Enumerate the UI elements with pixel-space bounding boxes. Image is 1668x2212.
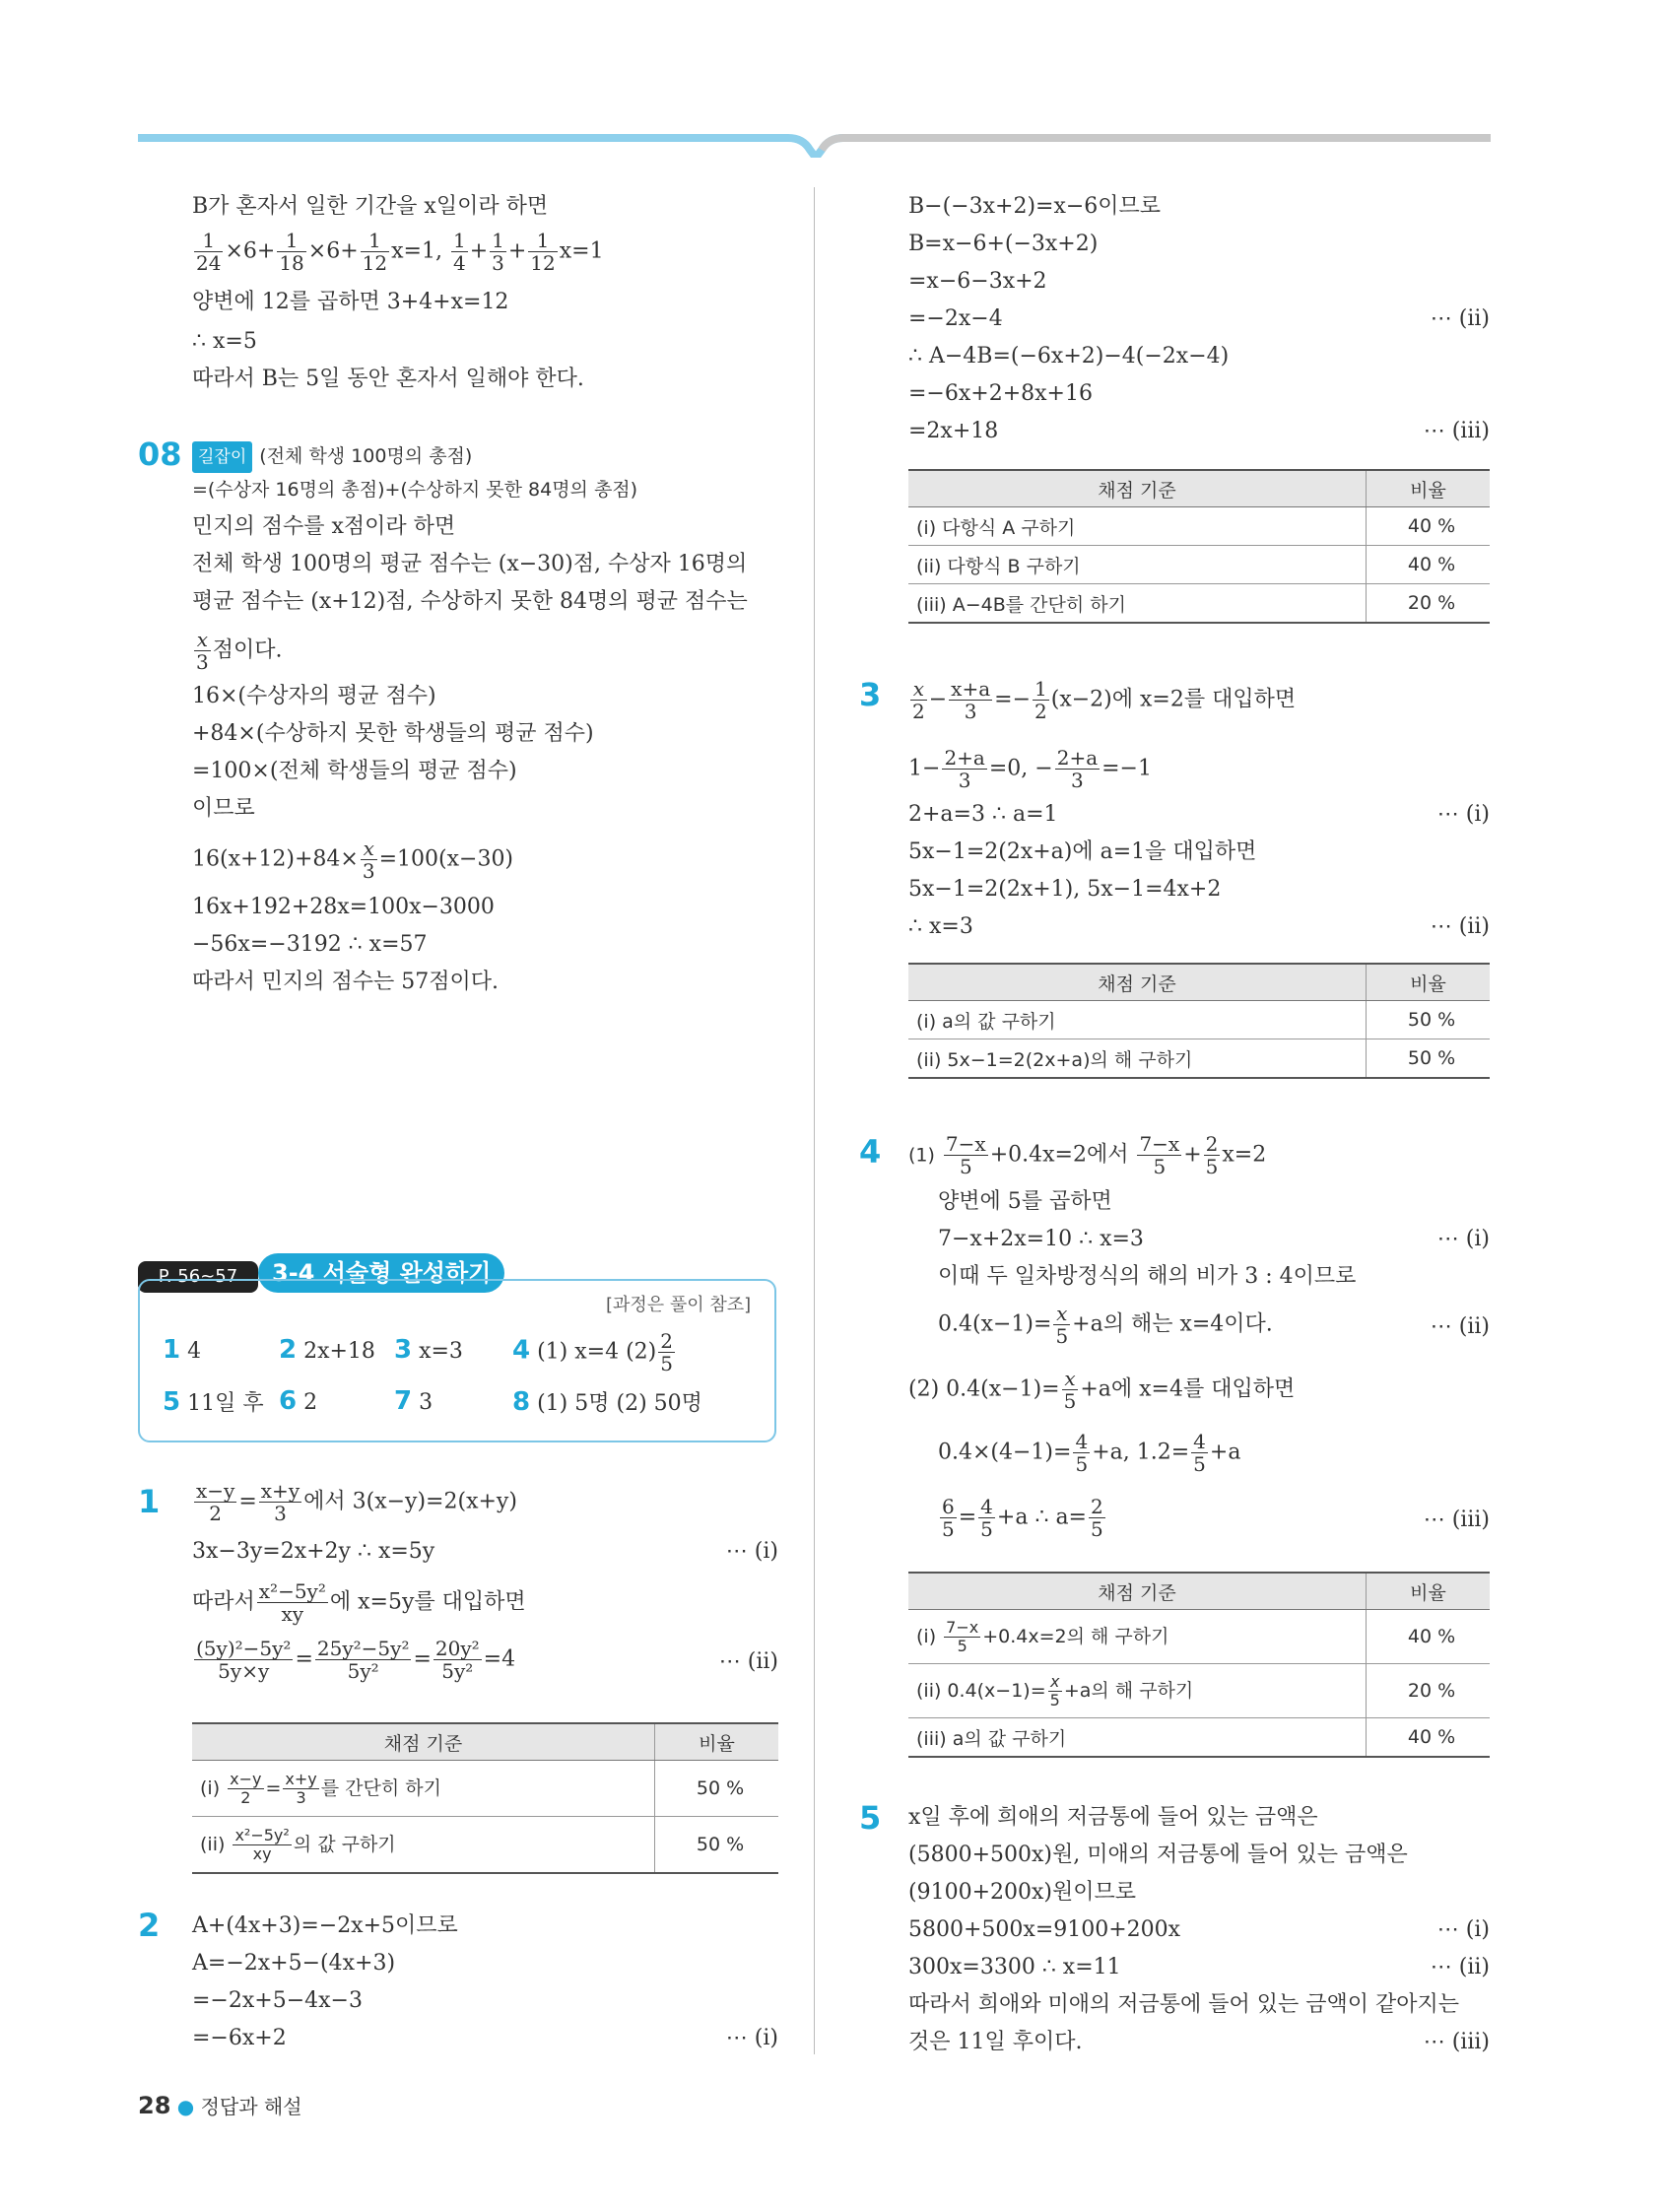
solution-line: =−2x+5−4x−3	[192, 1988, 363, 2013]
question-number: 5	[859, 1799, 882, 1837]
grading-table: 채점 기준 비율 (i) $\frac{7-x}{5}$ +0.4x=2의 해 구하기 40 % (ii) 0.4(x−1)= $\frac{x}{5}$ +a의 해 구하기 20 % (iii) a의 값 구하기 40 %	[908, 1572, 1490, 1758]
solution-line: 5x−1=2(2x+1), 5x−1=4x+2	[908, 877, 1222, 902]
solution-line: =2x+18 ⋯ (iii)	[908, 419, 1490, 443]
question-number: 1	[138, 1483, 161, 1520]
solution-line: 5800+500x=9100+200x ⋯ (i)	[908, 1917, 1490, 1942]
intro-equation: $\frac{1}{24}$ ×6+ $\frac{1}{18}$ ×6+ $\frac{1}{12}$ x=1, $\frac{1}{4}$ + $\frac{1}{3}$ + $\frac{1}{12}$ x=1	[196, 229, 604, 275]
bullet-icon: ●	[176, 2095, 195, 2118]
answer-note: [과정은 풀이 참조]	[606, 1295, 752, 1315]
solution-line: 16x+192+28x=100x−3000	[192, 895, 495, 919]
solution-line: 따라서 민지의 점수는 57점이다.	[192, 970, 499, 994]
solution-line: 7−x+2x=10 ∴ x=3 ⋯ (i)	[938, 1227, 1490, 1251]
question-number: 4	[859, 1133, 882, 1171]
question-number: 3	[859, 676, 882, 713]
answer-item: 1 4	[163, 1335, 202, 1365]
solution-line: 300x=3300 ∴ x=11 ⋯ (ii)	[908, 1955, 1490, 1979]
solution-line: $\frac{6}{5}$ = $\frac{4}{5}$ +a ∴ a= $\frac{2}{5}$ ⋯ (iii)	[942, 1495, 1490, 1541]
solution-line: (1) $\frac{7-x}{5}$ +0.4x=2에서 $\frac{7-x}{5}$ + $\frac{2}{5}$ x=2	[908, 1132, 1267, 1178]
solution-line: 0.4×(4−1)= $\frac{4}{5}$ +a, 1.2= $\frac{4}{5}$ +a	[938, 1430, 1241, 1476]
intro-line: B가 혼자서 일한 기간을 x일이라 하면	[192, 194, 549, 219]
solution-line: (2) 0.4(x−1)= $\frac{x}{5}$ +a에 x=4를 대입하면	[908, 1367, 1296, 1413]
solution-line: 0.4(x−1)= $\frac{x}{5}$ +a의 해는 x=4이다. ⋯ (ii)	[938, 1302, 1490, 1348]
solution-line: 3x−3y=2x+2y ∴ x=5y ⋯ (i)	[192, 1539, 778, 1564]
solution-line: 이므로	[192, 796, 255, 821]
solution-line: =−6x+2+8x+16	[908, 381, 1093, 406]
solution-line: 전체 학생 100명의 평균 점수는 (x−30)점, 수상자 16명의	[192, 552, 748, 576]
hint-badge: 길잡이	[192, 441, 252, 473]
solution-line: 양변에 5를 곱하면	[938, 1189, 1112, 1214]
intro-line: 양변에 12를 곱하면 3+4+x=12	[192, 290, 509, 314]
solution-line: $\frac{x}{3}$ 점이다.	[196, 628, 283, 674]
answer-item: 7 3	[394, 1386, 434, 1416]
solution-line: −56x=−3192 ∴ x=57	[192, 932, 428, 957]
solution-line: 16×(수상자의 평균 점수)	[192, 684, 436, 708]
solution-line: 2+a=3 ∴ a=1 ⋯ (i)	[908, 802, 1490, 827]
solution-line: =100×(전체 학생들의 평균 점수)	[192, 759, 517, 783]
solution-line: B−(−3x+2)=x−6이므로	[908, 194, 1162, 219]
solution-line: $\frac{\text{(5y)²−5y²}}{5y\times y}$ = $\frac{\text{25y²−5y²}}{\text{5y²}}$ = $\frac{\text{20y²}}{\text{5y²}}$ =4 ⋯ (ii)	[196, 1637, 778, 1683]
solution-line: 이때 두 일차방정식의 해의 비가 3 : 4이므로	[938, 1264, 1357, 1289]
question-number: 2	[138, 1907, 161, 1944]
intro-line: 따라서 B는 5일 동안 혼자서 일해야 한다.	[192, 367, 584, 391]
hint-line: =(수상자 16명의 총점)+(수상하지 못한 84명의 총점)	[192, 479, 638, 501]
section-title-banner: 3-4 서술형 완성하기	[258, 1253, 504, 1293]
page-number: 28	[138, 2092, 171, 2119]
page-range-label: P. 56~57	[138, 1261, 258, 1293]
hint-line: 길잡이 (전체 학생 100명의 총점)	[192, 441, 472, 473]
solution-line: A+(4x+3)=−2x+5이므로	[192, 1913, 458, 1938]
solution-line: ∴ x=3 ⋯ (ii)	[908, 914, 1490, 939]
solution-line: x일 후에 희애의 저금통에 들어 있는 금액은	[908, 1805, 1318, 1830]
solution-line: 평균 점수는 (x+12)점, 수상하지 못한 84명의 평균 점수는	[192, 589, 748, 614]
answer-item: 8 (1) 5명 (2) 50명	[512, 1387, 702, 1417]
solution-line: (5800+500x)원, 미애의 저금통에 들어 있는 금액은	[908, 1843, 1408, 1867]
intro-line: ∴ x=5	[192, 329, 257, 354]
answer-item: 3 x=3	[394, 1335, 463, 1365]
solution-line: $\frac{x-y}{2}$ = $\frac{x+y}{3}$ 에서 3(x−y)=2(x+y)	[196, 1479, 517, 1525]
grading-table: 채점 기준 비율 (i) 다항식 A 구하기 40 % (ii) 다항식 B 구하기 40 % (iii) A−4B를 간단히 하기 20 %	[908, 469, 1490, 624]
solution-line: +84×(수상하지 못한 학생들의 평균 점수)	[192, 721, 594, 746]
solution-line: =x−6−3x+2	[908, 269, 1047, 294]
answer-item: 6 2	[279, 1386, 318, 1416]
solution-line: $\frac{x}{2}$ − $\frac{x+a}{3}$ =− $\frac{1}{2}$ (x−2)에 x=2를 대입하면	[912, 677, 1297, 723]
top-header-bar	[0, 0, 1668, 158]
footer-title: 정답과 해설	[200, 2095, 302, 2118]
solution-line: 16(x+12)+84× $\frac{x}{3}$ =100(x−30)	[192, 837, 514, 883]
column-divider	[814, 187, 815, 2054]
solution-line: =−2x−4 ⋯ (ii)	[908, 306, 1490, 331]
solution-line: B=x−6+(−3x+2)	[908, 232, 1099, 256]
solution-line: A=−2x+5−(4x+3)	[192, 1951, 396, 1976]
solution-line: 민지의 점수를 x점이라 하면	[192, 514, 456, 539]
question-number: 08	[138, 436, 182, 473]
grading-table: 채점 기준 비율 (i) a의 값 구하기 50 % (ii) 5x−1=2(2x+a)의 해 구하기 50 %	[908, 963, 1490, 1079]
solution-line: 1− $\frac{2+a}{3}$ =0, − $\frac{2+a}{3}$ =−1	[908, 746, 1152, 792]
solution-line: 따라서 $\frac{\text{x²−5y²}}{xy}$ 에 x=5y를 대입하면	[192, 1579, 526, 1626]
solution-line: =−6x+2 ⋯ (i)	[192, 2026, 778, 2050]
solution-line: (9100+200x)원이므로	[908, 1880, 1136, 1905]
solution-line: 따라서 희애와 미애의 저금통에 들어 있는 금액이 같아지는	[908, 1992, 1460, 2017]
answer-item: 5 11일 후	[163, 1387, 264, 1417]
answer-item: 4 (1) x=4 (2) $\frac{2}{5}$	[512, 1329, 673, 1375]
answer-item: 2 2x+18	[279, 1335, 375, 1365]
solution-line: 5x−1=2(2x+a)에 a=1을 대입하면	[908, 839, 1257, 864]
solution-line: 것은 11일 후이다. ⋯ (iii)	[908, 2030, 1490, 2054]
grading-table: 채점 기준 비율 (i) $\frac{x-y}{2}$ = $\frac{x+y}{3}$ 를 간단히 하기 50 % (ii) $\frac{\text{x²−5y²}}{xy}$ 의 값 구하기 50 %	[192, 1722, 778, 1874]
page-footer	[138, 2091, 302, 2119]
solution-line: ∴ A−4B=(−6x+2)−4(−2x−4)	[908, 344, 1230, 369]
